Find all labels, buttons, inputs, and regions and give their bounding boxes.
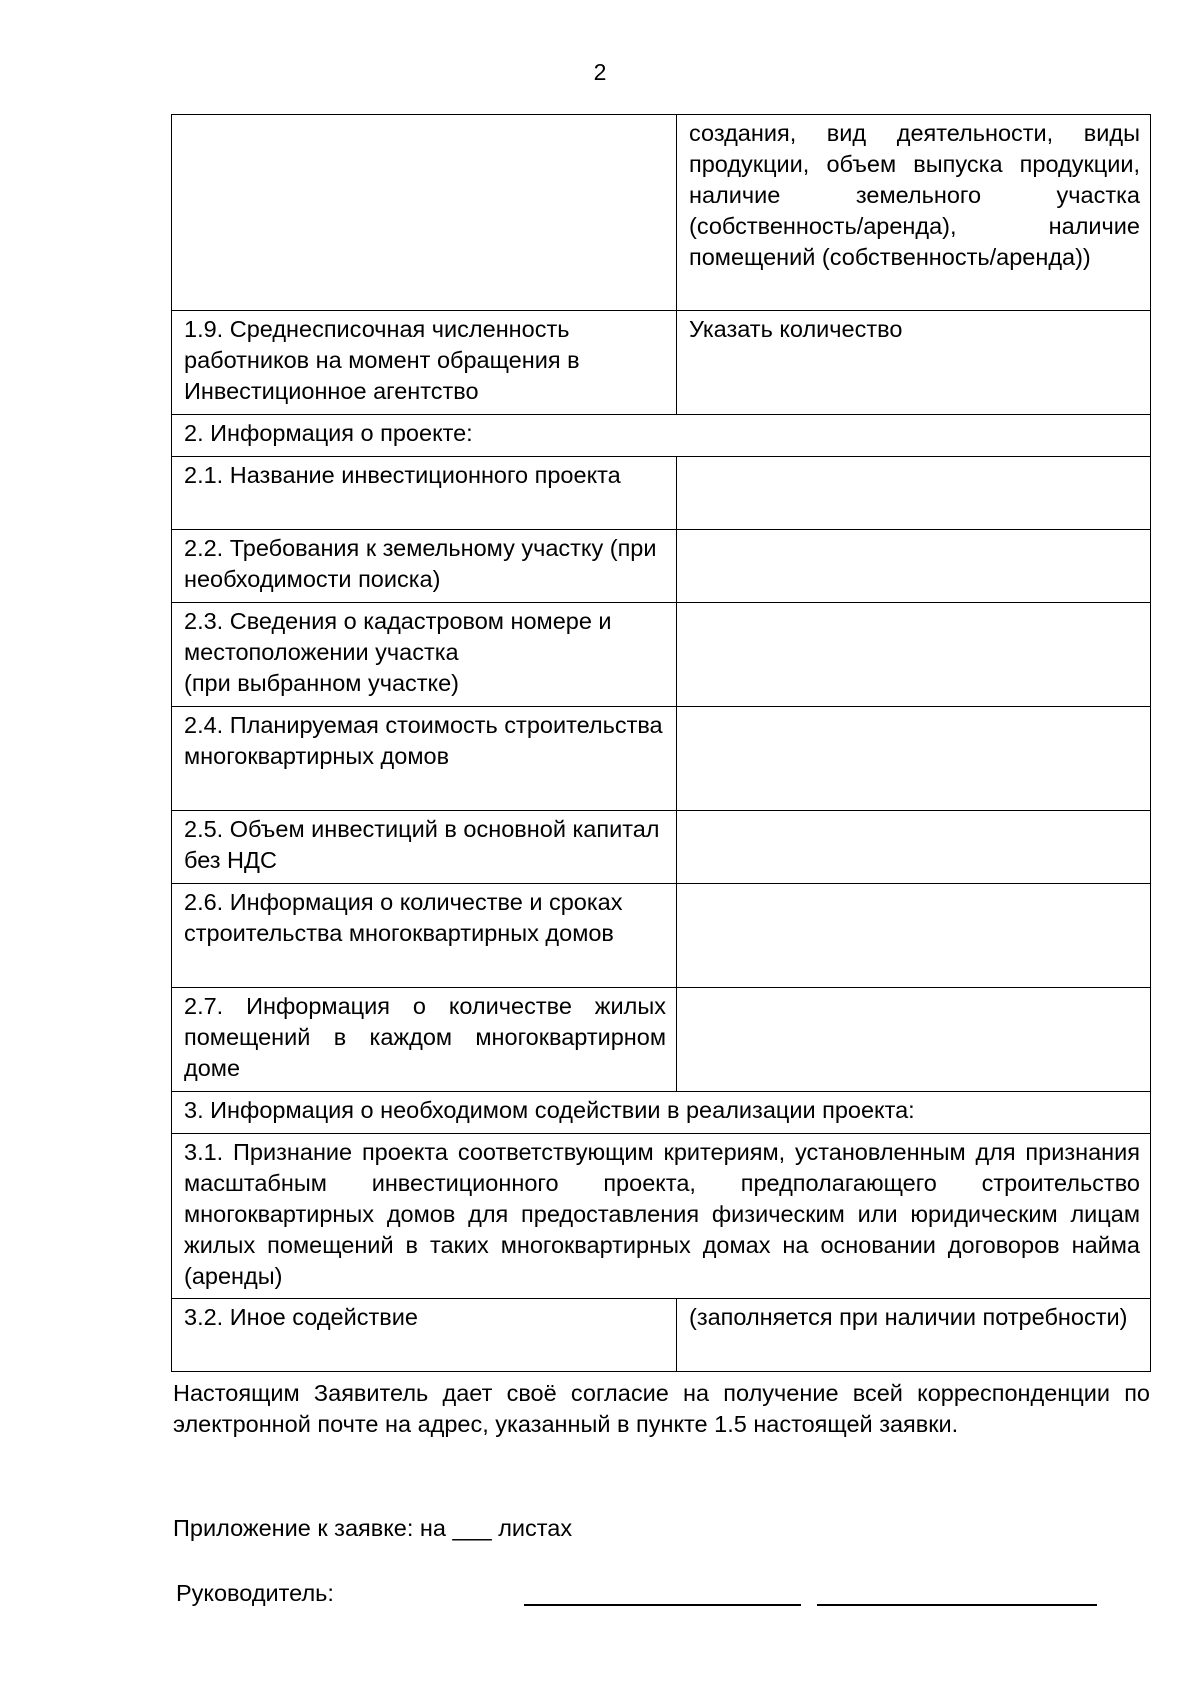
table-row-3-2 [172, 1299, 1151, 1372]
section-heading-assistance-info: 3. Информация о необходимом содействии в реализации проекта: [172, 1092, 1151, 1134]
table-row-2-6 [172, 884, 1151, 988]
signature-line [524, 1604, 801, 1606]
table-cell-employee-count-value: Указать количество [677, 311, 1151, 415]
table-row-section-3 [172, 1092, 1151, 1134]
table-cell-other-assistance-label: 3.2. Иное содействие [172, 1299, 677, 1372]
table-cell-construction-cost-label: 2.4. Планируемая стоимость строительства многоквартирных домов [172, 707, 677, 811]
table-row-2-1 [172, 457, 1151, 530]
section-heading-project-info: 2. Информация о проекте: [172, 415, 1151, 457]
table-cell-investment-volume-label: 2.5. Объем инвестиций в основной капитал без НДС [172, 811, 677, 884]
cadastral-label-line-2: (при выбранном участке) [184, 670, 459, 696]
table-cell-enterprise-details: создания, вид деятельности, виды продукции, объем выпуска продукции, наличие земельного участка (собственность/аренда), наличие помещений (собственность/аренда)) [677, 115, 1151, 311]
table-cell-empty [172, 115, 677, 311]
table-cell-investment-volume-value [677, 811, 1151, 884]
table-cell-other-assistance-value: (заполняется при наличии потребности) [677, 1299, 1151, 1372]
table-cell-scale-project-recognition: 3.1. Признание проекта соответствующим критериям, установленным для признания масштабным инвестиционного проекта, предполагающего строительство многоквартирных домов для предоставления физическим или юридическим лицам жилых помещений в таких многоквартирных домах на основании договоров найма (аренды) [172, 1134, 1151, 1299]
table-cell-construction-schedule-value [677, 884, 1151, 988]
name-line [817, 1604, 1097, 1606]
table-row-continuation [172, 115, 1151, 311]
table-cell-construction-cost-value [677, 707, 1151, 811]
table-cell-project-name-label: 2.1. Название инвестиционного проекта [172, 457, 677, 530]
table-cell-project-name-value [677, 457, 1151, 530]
table-cell-land-requirements-value [677, 530, 1151, 603]
application-form-table [171, 114, 1151, 1372]
table-cell-cadastral-value [677, 603, 1151, 707]
table-row-3-1 [172, 1134, 1151, 1299]
table-cell-employee-count-label: 1.9. Среднесписочная численность работников на момент обращения в Инвестиционное агентство [172, 311, 677, 415]
table-cell-land-requirements-label: 2.2. Требования к земельному участку (при необходимости поиска) [172, 530, 677, 603]
table-row-section-2 [172, 415, 1151, 457]
table-cell-residential-units-value [677, 988, 1151, 1092]
table-row-2-3 [172, 603, 1151, 707]
table-row-2-5 [172, 811, 1151, 884]
consent-paragraph: Настоящим Заявитель дает своё согласие на получение всей корреспонденции по электронной почте на адрес, указанный в пункте 1.5 настоящей заявки. [173, 1380, 1150, 1437]
table-cell-construction-schedule-label: 2.6. Информация о количестве и сроках строительства многоквартирных домов [172, 884, 677, 988]
table-cell-cadastral-label [172, 603, 677, 707]
cadastral-label-line-1: 2.3. Сведения о кадастровом номере и местоположении участка [184, 608, 612, 665]
signer-label: Руководитель: [176, 1580, 334, 1606]
table-cell-residential-units-label: 2.7. Информация о количестве жилых помещений в каждом многоквартирном доме [172, 988, 677, 1092]
table-row-1-9 [172, 311, 1151, 415]
table-row-2-4 [172, 707, 1151, 811]
page-number: 2 [593, 59, 607, 85]
table-row-2-2 [172, 530, 1151, 603]
attachment-line: Приложение к заявке: на ___ листах [173, 1515, 573, 1541]
table-row-2-7 [172, 988, 1151, 1092]
